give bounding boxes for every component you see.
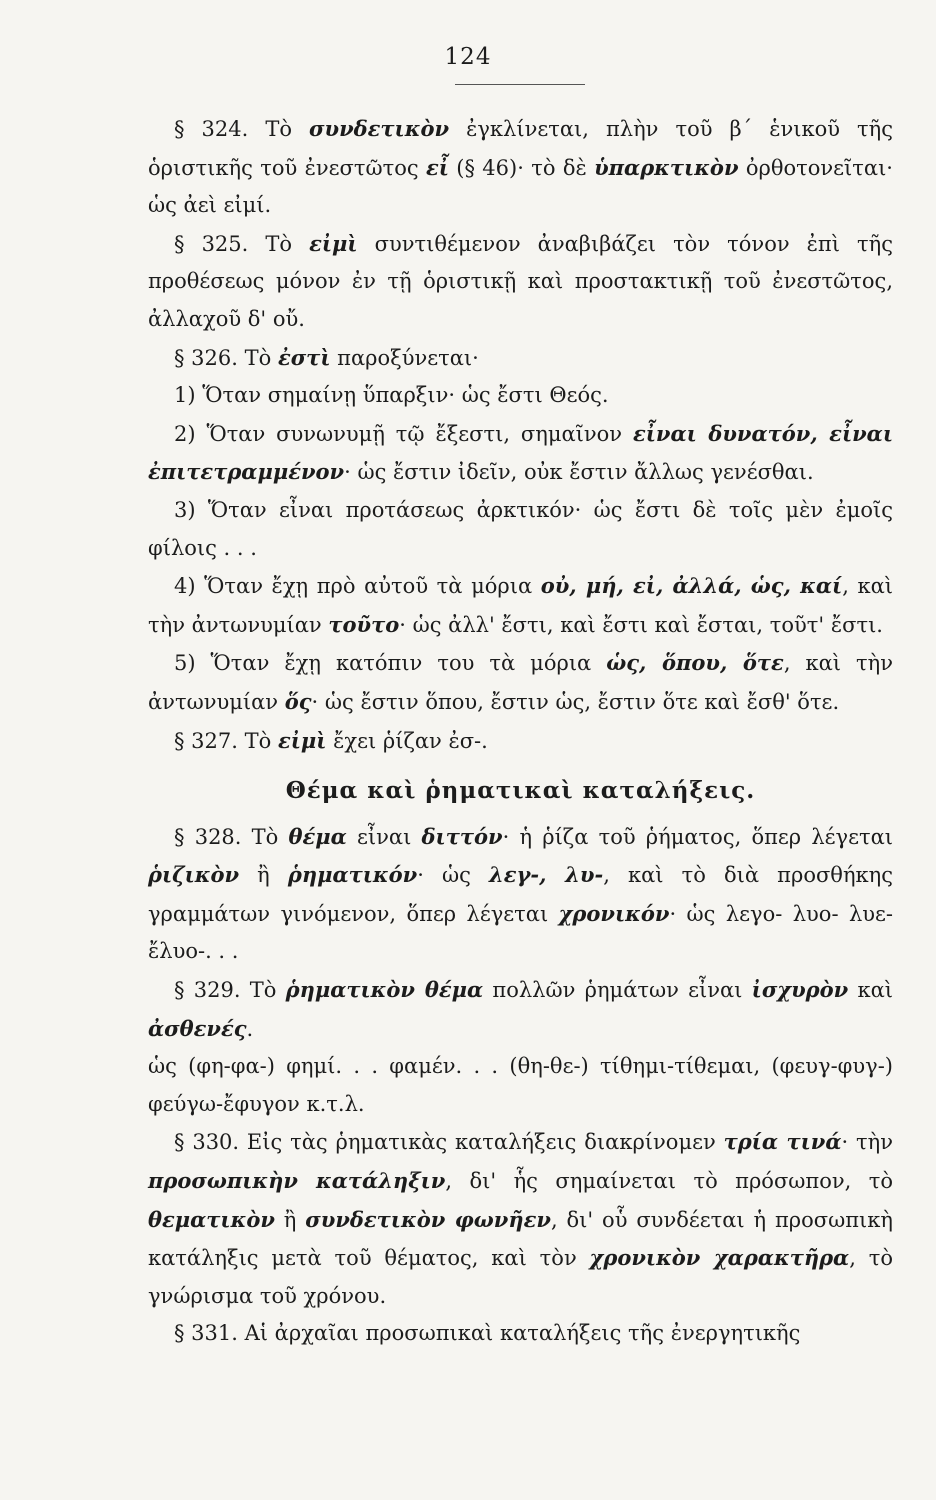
paragraph-328: § 328. Τὸ θέμα εἶναι διττόν· ἡ ῥίζα τοῦ ῥήματος, ὅπερ λέγεται ῥιζικὸν ἢ ῥηματικόν· ὡς λεγ-, λυ-, καὶ τὸ διὰ προσθήκης γραμμάτων γινόμενον, ὅπερ λέγεται χρονικόν· ὡς λεγο- λυο- λυε- ἔλυο-. . . (148, 823, 893, 964)
paragraph-330: § 330. Εἰς τὰς ῥηματικὰς καταλήξεις διακρίνομεν τρία τινά· τὴν προσωπικὴν κατάληξιν, δι' ἧς σημαίνεται τὸ πρόσωπον, τὸ θεματικὸν ἢ συνδετικὸν φωνῆεν, δι' οὗ συνδέεται ἡ προσωπικὴ κατάληξις μετὰ τοῦ θέματος, καὶ τὸν χρονικὸν χαρακτῆρα, τὸ γνώρισμα τοῦ χρόνου. (148, 1129, 893, 1308)
list-item-1: 1) Ὅταν σημαίνῃ ὕπαρξιν· ὡς ἔστι Θεός. (174, 383, 609, 408)
header-rule (455, 84, 585, 85)
paragraph-324: § 324. Τὸ συνδετικὸν ἐγκλίνεται, πλὴν τοῦ β΄ ἑνικοῦ τῆς ὁριστικῆς τοῦ ἐνεστῶτος εἶ (§ 46)· τὸ δὲ ὑπαρκτικὸν ὀρθοτονεῖται· ὡς ἀεὶ εἰμί. (148, 116, 893, 218)
paragraph-331: § 331. Αἱ ἀρχαῖαι προσωπικαὶ καταλήξεις τῆς ἐνεργητικῆς (174, 1321, 801, 1346)
paragraph-325: § 325. Τὸ εἰμὶ συντιθέμενον ἀναβιβάζει τὸν τόνον ἐπὶ τῆς προθέσεως μόνον ἐν τῇ ὁριστικῇ καὶ προστακτικῇ τοῦ ἐνεστῶτος, ἀλλαχοῦ δ' οὔ. (148, 230, 894, 331)
paragraph-327: § 327. Τὸ εἰμὶ ἔχει ῥίζαν ἐσ-. (174, 727, 488, 753)
list-item-3: 3) Ὅταν εἶναι προτάσεως ἀρκτικόν· ὡς ἔστι δὲ τοῖς μὲν ἐμοῖς φίλοις . . . (148, 497, 893, 560)
paragraph-329-examples: ὡς (φη-φα-) φημί. . . φαμέν. . . (θη-θε-) τίθημι-τίθεμαι, (φευγ-φυγ-) φεύγω-ἔφυγον κ.τ.λ. (148, 1054, 893, 1116)
section-heading: Θέμα καὶ ῥηματικαὶ καταλήξεις. (285, 777, 756, 805)
list-item-5: 5) Ὅταν ἔχῃ κατόπιν του τὰ μόρια ὡς, ὅπου, ὅτε, καὶ τὴν ἀντωνυμίαν ὅς· ὡς ἔστιν ὅπου, ἔστιν ὡς, ἔστιν ὅτε καὶ ἔσθ' ὅτε. (148, 650, 894, 714)
page-body (148, 110, 893, 1353)
list-item-4: 4) Ὅταν ἔχῃ πρὸ αὐτοῦ τὰ μόρια οὐ, μή, εἰ, ἀλλά, ὡς, καί, καὶ τὴν ἀντωνυμίαν τοῦτο· ὡς ἀλλ' ἔστι, καὶ ἔστι καὶ ἔσται, τοῦτ' ἔστι. (148, 573, 893, 637)
paragraph-329: § 329. Τὸ ῥηματικὸν θέμα πολλῶν ῥημάτων εἶναι ἰσχυρὸν καὶ ἀσθενές. (148, 977, 894, 1041)
list-item-2: 2) Ὅταν συνωνυμῇ τῷ ἔξεστι, σημαῖνον εἶναι δυνατόν, εἶναι ἐπιτετραμμένον· ὡς ἔστιν ἰδεῖν, οὐκ ἔστιν ἄλλως γενέσθαι. (148, 420, 893, 485)
paragraph-326: § 326. Τὸ ἐστὶ παροξύνεται· (174, 344, 479, 370)
page-number: 124 (444, 44, 492, 70)
